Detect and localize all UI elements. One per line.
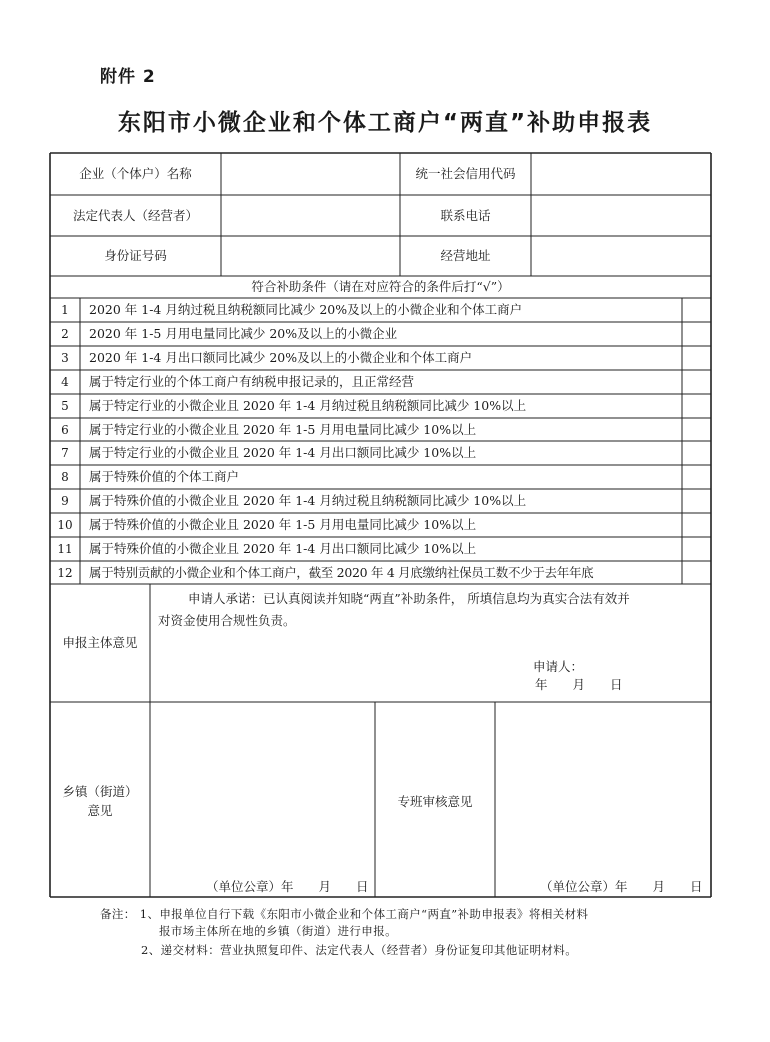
condition-number: 2 [61, 327, 69, 341]
applicant-opinion-label: 申报主体意见 [62, 635, 138, 650]
notes-line2: 报市场主体所在地的乡镇（街道）进行申报。 [159, 924, 397, 938]
legal-rep-label: 法定代表人（经营者） [72, 208, 198, 223]
special-seal-date: （单位公章）年 月 日 [540, 879, 703, 894]
condition-number: 12 [57, 566, 73, 580]
condition-text: 2020 年 1-4 月纳过税且纳税额同比减少 20%及以上的小微企业和个体工商户 [89, 302, 523, 317]
condition-check-cell[interactable] [682, 443, 709, 463]
condition-number: 11 [57, 542, 73, 556]
condition-check-cell[interactable] [682, 491, 709, 511]
notes-line3: 2、递交材料：营业执照复印件、法定代表人（经营者）身份证复印其他证明材料。 [141, 943, 578, 957]
township-opinion-label: 乡镇（街道） [62, 784, 138, 799]
applicant-sign-label: 申请人： [533, 659, 584, 674]
applicant-signature-field[interactable] [590, 655, 700, 677]
special-review-label: 专班审核意见 [397, 794, 473, 809]
township-opinion-field[interactable] [152, 704, 373, 872]
condition-text: 属于特殊价值的小微企业且 2020 年 1-4 月出口额同比减少 10%以上 [89, 541, 477, 556]
credit-code-field[interactable] [532, 154, 710, 194]
company-name-label: 企业（个体户）名称 [79, 166, 192, 181]
township-seal-date: （单位公章）年 月 日 [206, 879, 369, 894]
address-label: 经营地址 [440, 248, 491, 263]
condition-check-cell[interactable] [682, 420, 709, 440]
notes-line1: 备注： 1、申报单位自行下载《东阳市小微企业和个体工商户“两直”补助申报表》将相关材料 [100, 907, 589, 921]
company-name-field[interactable] [222, 154, 399, 194]
condition-text: 属于特殊价值的小微企业且 2020 年 1-4 月纳过税且纳税额同比减少 10%以上 [89, 493, 527, 508]
special-review-field[interactable] [497, 704, 709, 872]
id-number-field[interactable] [222, 237, 399, 275]
condition-check-cell[interactable] [682, 515, 709, 535]
condition-text: 2020 年 1-4 月出口额同比减少 20%及以上的小微企业和个体工商户 [89, 350, 473, 365]
annex-label: 附件 2 [100, 67, 156, 87]
condition-number: 4 [61, 375, 69, 389]
id-number-label: 身份证号码 [104, 248, 167, 263]
condition-number: 9 [61, 494, 69, 508]
condition-text: 属于特殊价值的小微企业且 2020 年 1-5 月用电量同比减少 10%以上 [89, 517, 477, 532]
condition-text: 属于特定行业的小微企业且 2020 年 1-4 月出口额同比减少 10%以上 [89, 445, 477, 460]
township-opinion-label-line2: 意见 [87, 803, 113, 818]
condition-text: 属于特定行业的小微企业且 2020 年 1-4 月纳过税且纳税额同比减少 10%以上 [89, 398, 527, 413]
condition-check-cell[interactable] [682, 372, 709, 392]
applicant-date: 年 月 日 [535, 677, 623, 692]
condition-number: 5 [61, 399, 69, 413]
form-title: 东阳市小微企业和个体工商户“两直”补助申报表 [117, 110, 653, 136]
conditions-header: 符合补助条件（请在对应符合的条件后打“√”） [251, 279, 510, 294]
legal-rep-field[interactable] [222, 196, 399, 235]
condition-number: 6 [61, 423, 69, 437]
phone-field[interactable] [532, 196, 710, 235]
condition-check-cell[interactable] [682, 348, 709, 368]
condition-text: 属于特别贡献的小微企业和个体工商户，截至 2020 年 4 月底缴纳社保员工数不少于去年年底 [89, 565, 594, 580]
condition-number: 7 [61, 446, 69, 460]
condition-number: 10 [57, 518, 73, 532]
condition-text: 2020 年 1-5 月用电量同比减少 20%及以上的小微企业 [89, 326, 398, 341]
condition-number: 3 [61, 351, 69, 365]
condition-number: 1 [61, 303, 69, 317]
condition-check-cell[interactable] [682, 324, 709, 344]
condition-number: 8 [61, 470, 69, 484]
applicant-pledge-line2: 对资金使用合规性负责。 [158, 613, 296, 628]
phone-label: 联系电话 [440, 208, 491, 223]
condition-check-cell[interactable] [682, 396, 709, 416]
condition-text: 属于特定行业的个体工商户有纳税申报记录的，且正常经营 [89, 374, 415, 389]
address-field[interactable] [532, 237, 710, 275]
condition-check-cell[interactable] [682, 539, 709, 559]
condition-text: 属于特殊价值的个体工商户 [89, 469, 240, 484]
condition-check-cell[interactable] [682, 300, 709, 320]
condition-check-cell[interactable] [682, 467, 709, 487]
condition-text: 属于特定行业的小微企业且 2020 年 1-5 月用电量同比减少 10%以上 [89, 422, 477, 437]
credit-code-label: 统一社会信用代码 [415, 166, 516, 181]
applicant-pledge-line1: 申请人承诺：已认真阅读并知晓“两直”补助条件， 所填信息均为真实合法有效并 [188, 591, 630, 606]
